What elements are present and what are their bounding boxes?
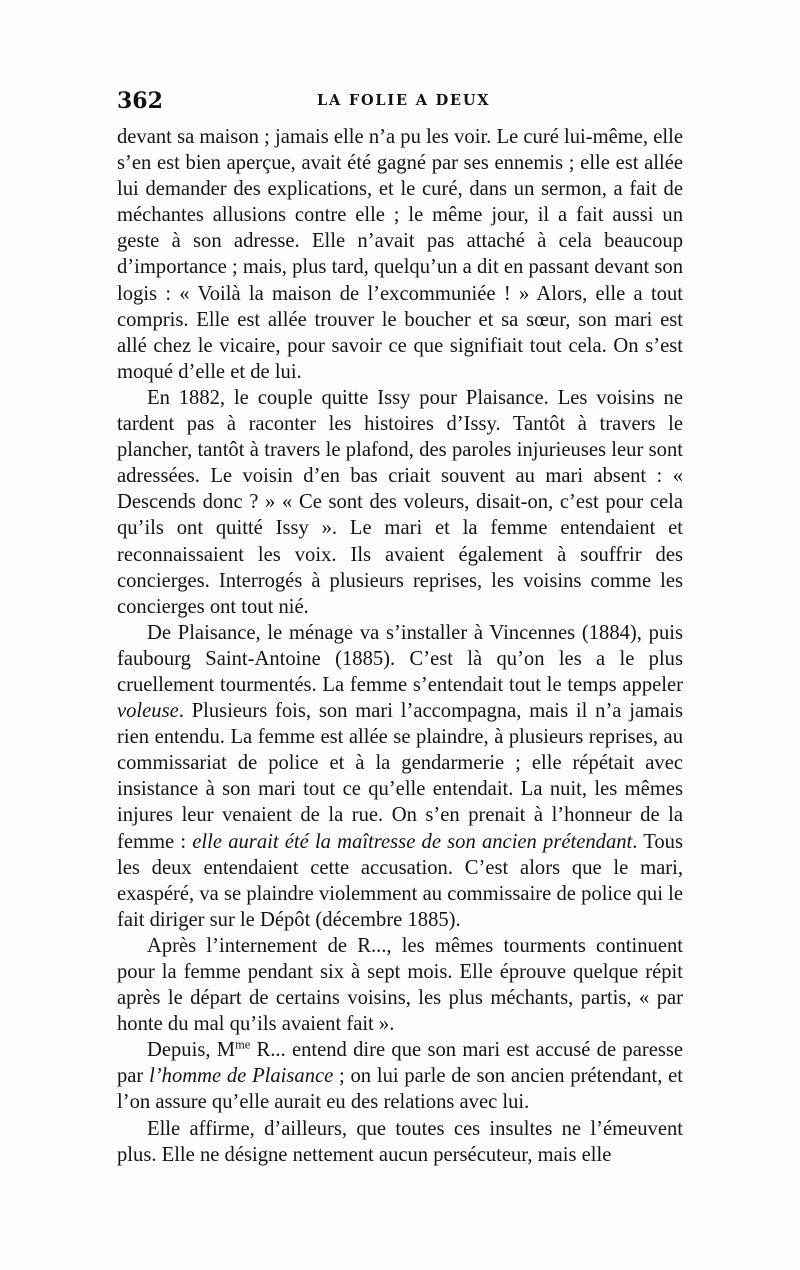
text-run: . Plusieurs fois, son mari l’accompagna, mais il n’a jamais rien entendu. La femme est allée se plaindre, à plusieurs reprises, au commissariat de police et à la gendarmerie ; elle répétait avec insistance à son mari tout ce qu’elle entendait. La nuit, les mêmes injures leur venaient de la rue. On s’en prenait à l’honneur de la femme : bbox=[117, 700, 683, 853]
text-run: Elle affirme, d’ailleurs, que toutes ces insultes ne l’émeuvent plus. Elle ne désigne nettement aucun persécuteur, mais elle bbox=[117, 1117, 683, 1166]
paragraph bbox=[117, 933, 683, 1037]
paragraph bbox=[117, 385, 683, 620]
paragraph bbox=[117, 620, 683, 933]
paragraph bbox=[117, 124, 683, 385]
running-title: LA FOLIE A DEUX bbox=[317, 92, 491, 109]
text-run: devant sa maison ; jamais elle n’a pu les voir. Le curé lui-même, elle s’en est bien aperçue, avait été gagné par ses ennemis ; elle est allée lui demander des explications, et le curé, dans un sermon, a fait de méchantes allusions contre elle ; le même jour, il a fait aussi un geste à son adresse. Elle n’avait pas attaché à cela beaucoup d’importance ; mais, plus tard, quelqu’un a dit en passant devant son logis : « Voilà la maison de l’excommuniée ! » Alors, elle a tout compris. Elle est allée trouver le boucher et sa sœur, son mari est allé chez le vicaire, pour savoir ce que signifiait tout cela. On s’est moqué d’elle et de lui. bbox=[117, 126, 683, 383]
text-run: De Plaisance, le ménage va s’installer à Vincennes (1884), puis faubourg Saint-Antoine (1885). C’est là qu’on les a le plus cruellement tourmentés. La femme s’entendait tout le temps appeler bbox=[117, 621, 683, 696]
italic-text: elle aurait été la maîtresse de son ancien prétendant bbox=[192, 830, 633, 853]
text-run: En 1882, le couple quitte Issy pour Plaisance. Les voisins ne tardent pas à raconter les histoires d’Issy. Tantôt à travers le plancher, tantôt à travers le plafond, des paroles injurieuses leur sont adressées. Le voisin d’en bas criait souvent au mari absent : « Descends donc ? » « Ce sont des voleurs, disait-on, c’est pour cela qu’ils ont quitté Issy ». Le mari et la femme entendaient et reconnaissaient les voix. Ils avaient également à souffrir des concierges. Interrogés à plusieurs reprises, les voisins comme les concierges ont tout nié. bbox=[117, 386, 683, 618]
running-head bbox=[117, 88, 683, 118]
text-run: . Tous les deux entendaient cette accusation. C’est alors que le mari, exaspéré, va se plaindre violemment au commissaire de police qui le fait diriger sur le Dépôt (décembre 1885). bbox=[117, 830, 683, 931]
italic-text: l’homme de Plaisance bbox=[149, 1065, 334, 1088]
superscript-text: me bbox=[235, 1037, 251, 1052]
text-run: Depuis, M bbox=[147, 1039, 236, 1062]
paragraph bbox=[117, 1037, 683, 1115]
page-number: 362 bbox=[117, 88, 163, 114]
text-run: R... entend dire que son mari est accusé de paresse par bbox=[117, 1039, 684, 1088]
italic-text: voleuse bbox=[117, 700, 179, 723]
body-text bbox=[117, 124, 683, 1168]
text-run: Après l’internement de R..., les mêmes tourments continuent pour la femme pendant six à sept mois. Elle éprouve quelque répit après le départ de certains voisins, les plus méchants, partis, « par honte du mal qu’ils avaient fait ». bbox=[117, 934, 683, 1036]
paragraph bbox=[117, 1116, 683, 1168]
text-run: ; on lui parle de son ancien prétendant, et l’on assure qu’elle aurait eu des relations avec lui. bbox=[117, 1065, 683, 1114]
